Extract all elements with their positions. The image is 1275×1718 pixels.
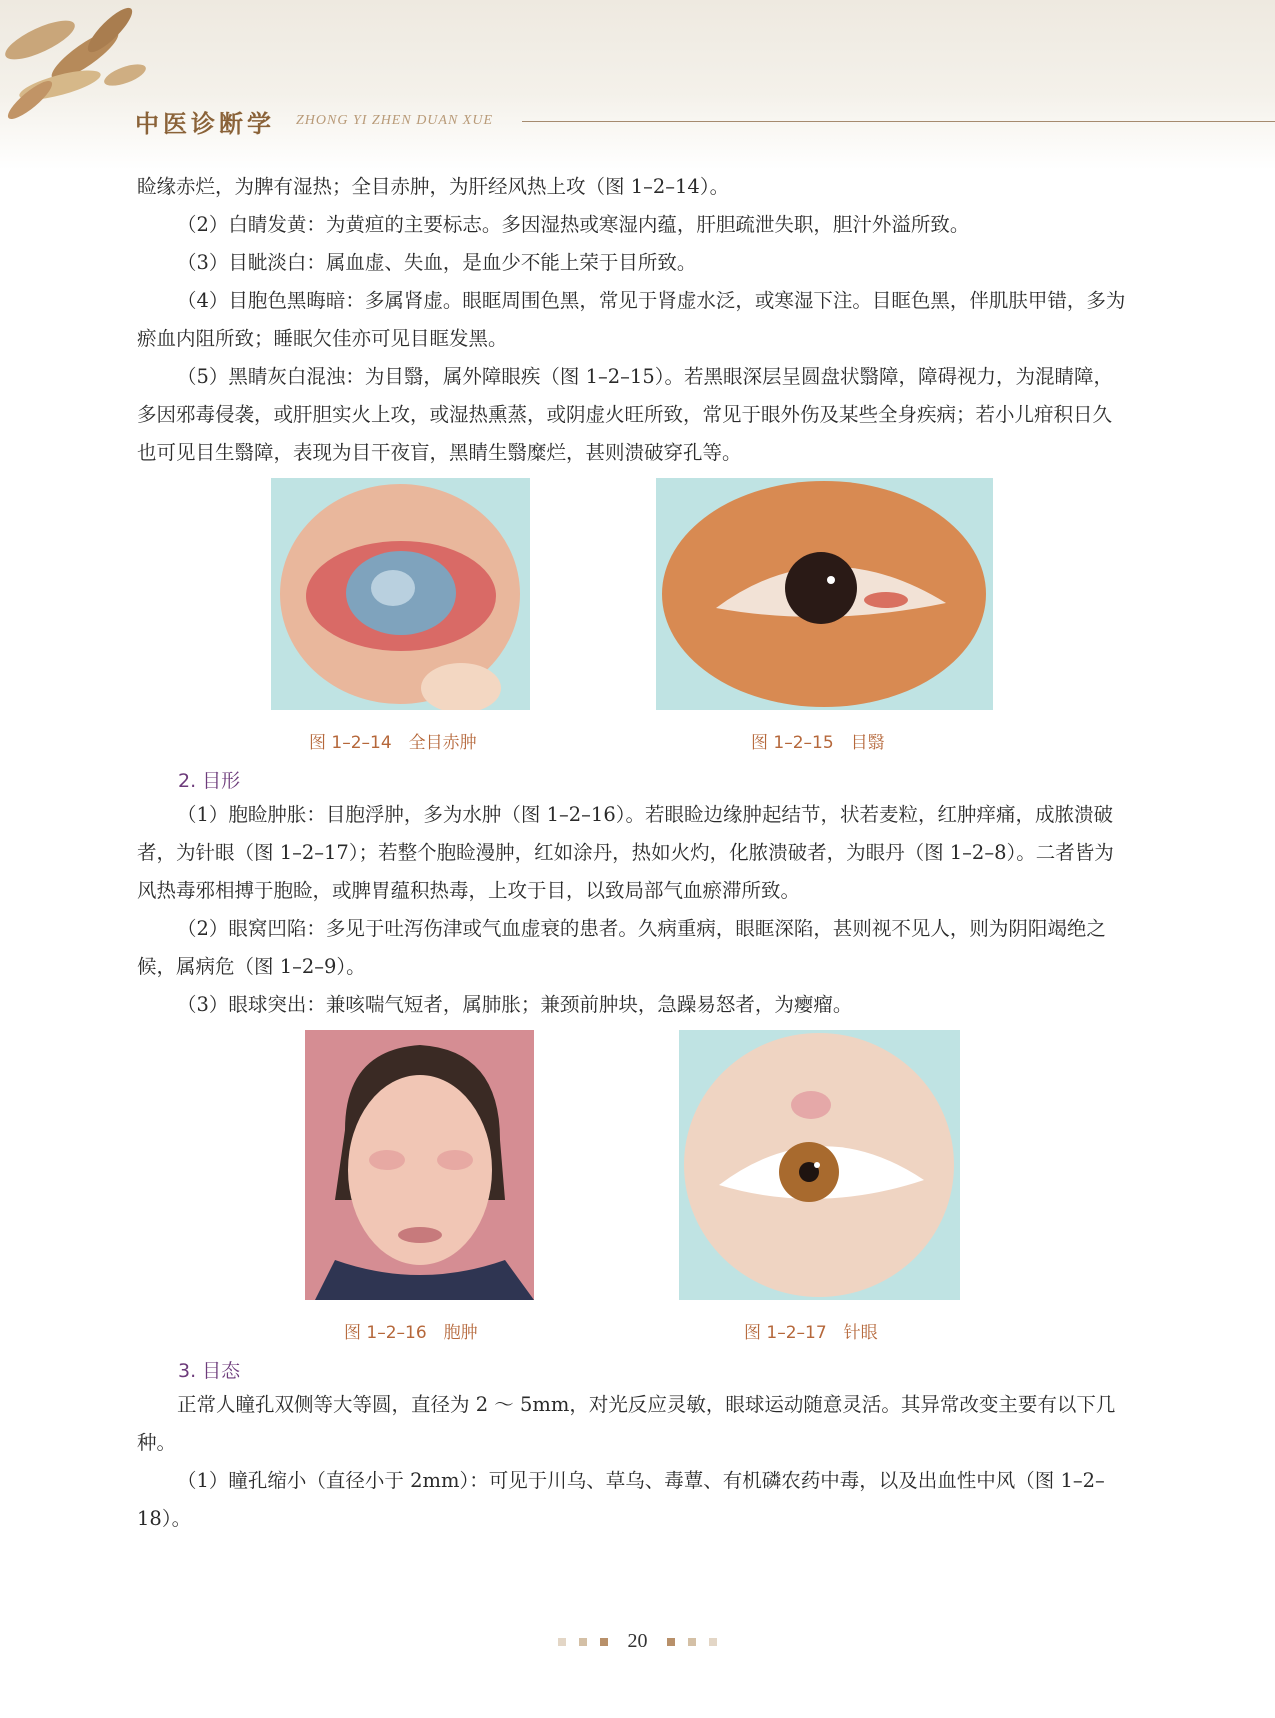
decor-square-icon [667,1638,675,1646]
paragraph: 睑缘赤烂，为脾有湿热；全目赤肿，为肝经风热上攻（图 1–2–14）。 [137,175,730,198]
page-footer [0,1630,1275,1653]
paragraph: （3）目眦淡白：属血虚、失血，是血少不能上荣于目所致。 [177,251,697,274]
paragraph: （2）白睛发黄：为黄疸的主要标志。多因湿热或寒湿内蕴，肝胆疏泄失职，胆汁外溢所致。 [177,213,970,236]
book-title: 中医诊断学 [135,110,275,138]
section-heading: 3. 目态 [178,1360,241,1382]
book-subtitle: ZHONG YI ZHEN DUAN XUE [296,113,494,128]
header-rule [522,121,1275,122]
figure-image [679,1030,960,1300]
paragraph: （5）黑睛灰白混浊：为目翳，属外障眼疾（图 1–2–15）。若黑眼深层呈圆盘状翳障，障碍视力，为混睛障，多因邪毒侵袭，或肝胆实火上攻，或湿热熏蒸，或阴虚火旺所致，常见于眼外伤及某些全身疾病；若小儿疳积日久也可见目生翳障，表现为目干夜盲，黑睛生翳糜烂，甚则溃破穿孔等。 [137,365,1113,464]
decor-square-icon [558,1638,566,1646]
decor-square-icon [688,1638,696,1646]
paragraph: （1）瞳孔缩小（直径小于 2mm）：可见于川乌、草乌、毒蕈、有机磷农药中毒，以及出血性中风（图 1–2–18）。 [137,1469,1105,1530]
paragraph: （4）目胞色黑晦暗：多属肾虚。眼眶周围色黑，常见于肾虚水泛，或寒湿下注。目眶色黑，伴肌肤甲错，多为瘀血内阻所致；睡眠欠佳亦可见目眶发黑。 [137,289,1126,350]
figure-caption: 图 1–2–16 胞肿 [344,1323,478,1343]
decor-square-icon [600,1638,608,1646]
paragraph: （1）胞睑肿胀：目胞浮肿，多为水肿（图 1–2–16）。若眼睑边缘肿起结节，状若麦粒，红肿痒痛，成脓溃破者，为针眼（图 1–2–17）；若整个胞睑漫肿，红如涂丹，热如火灼，化脓溃破者，为眼丹（图 1–2–8）。二者皆为风热毒邪相搏于胞睑，或脾胃蕴积热毒，上攻于目，以致局部气血瘀滞所致。 [137,803,1114,902]
decor-square-icon [709,1638,717,1646]
figure-image [271,478,530,710]
decor-square-icon [579,1638,587,1646]
page-number: 20 [627,1630,648,1652]
figure-image [305,1030,534,1300]
section-heading: 2. 目形 [178,770,241,792]
figure-caption: 图 1–2–14 全目赤肿 [309,733,477,753]
paragraph: 正常人瞳孔双侧等大等圆，直径为 2 ～ 5mm，对光反应灵敏，眼球运动随意灵活。其异常改变主要有以下几种。 [137,1393,1116,1454]
paragraph: （2）眼窝凹陷：多见于吐泻伤津或气血虚衰的患者。久病重病，眼眶深陷，甚则视不见人，则为阴阳竭绝之候，属病危（图 1–2–9）。 [137,917,1106,978]
figure-caption: 图 1–2–15 目翳 [751,733,885,753]
header-background [0,0,1275,170]
figure-caption: 图 1–2–17 针眼 [744,1323,878,1343]
paragraph: （3）眼球突出：兼咳喘气短者，属肺胀；兼颈前肿块，急躁易怒者，为瘿瘤。 [177,993,853,1016]
figure-image [656,478,993,710]
